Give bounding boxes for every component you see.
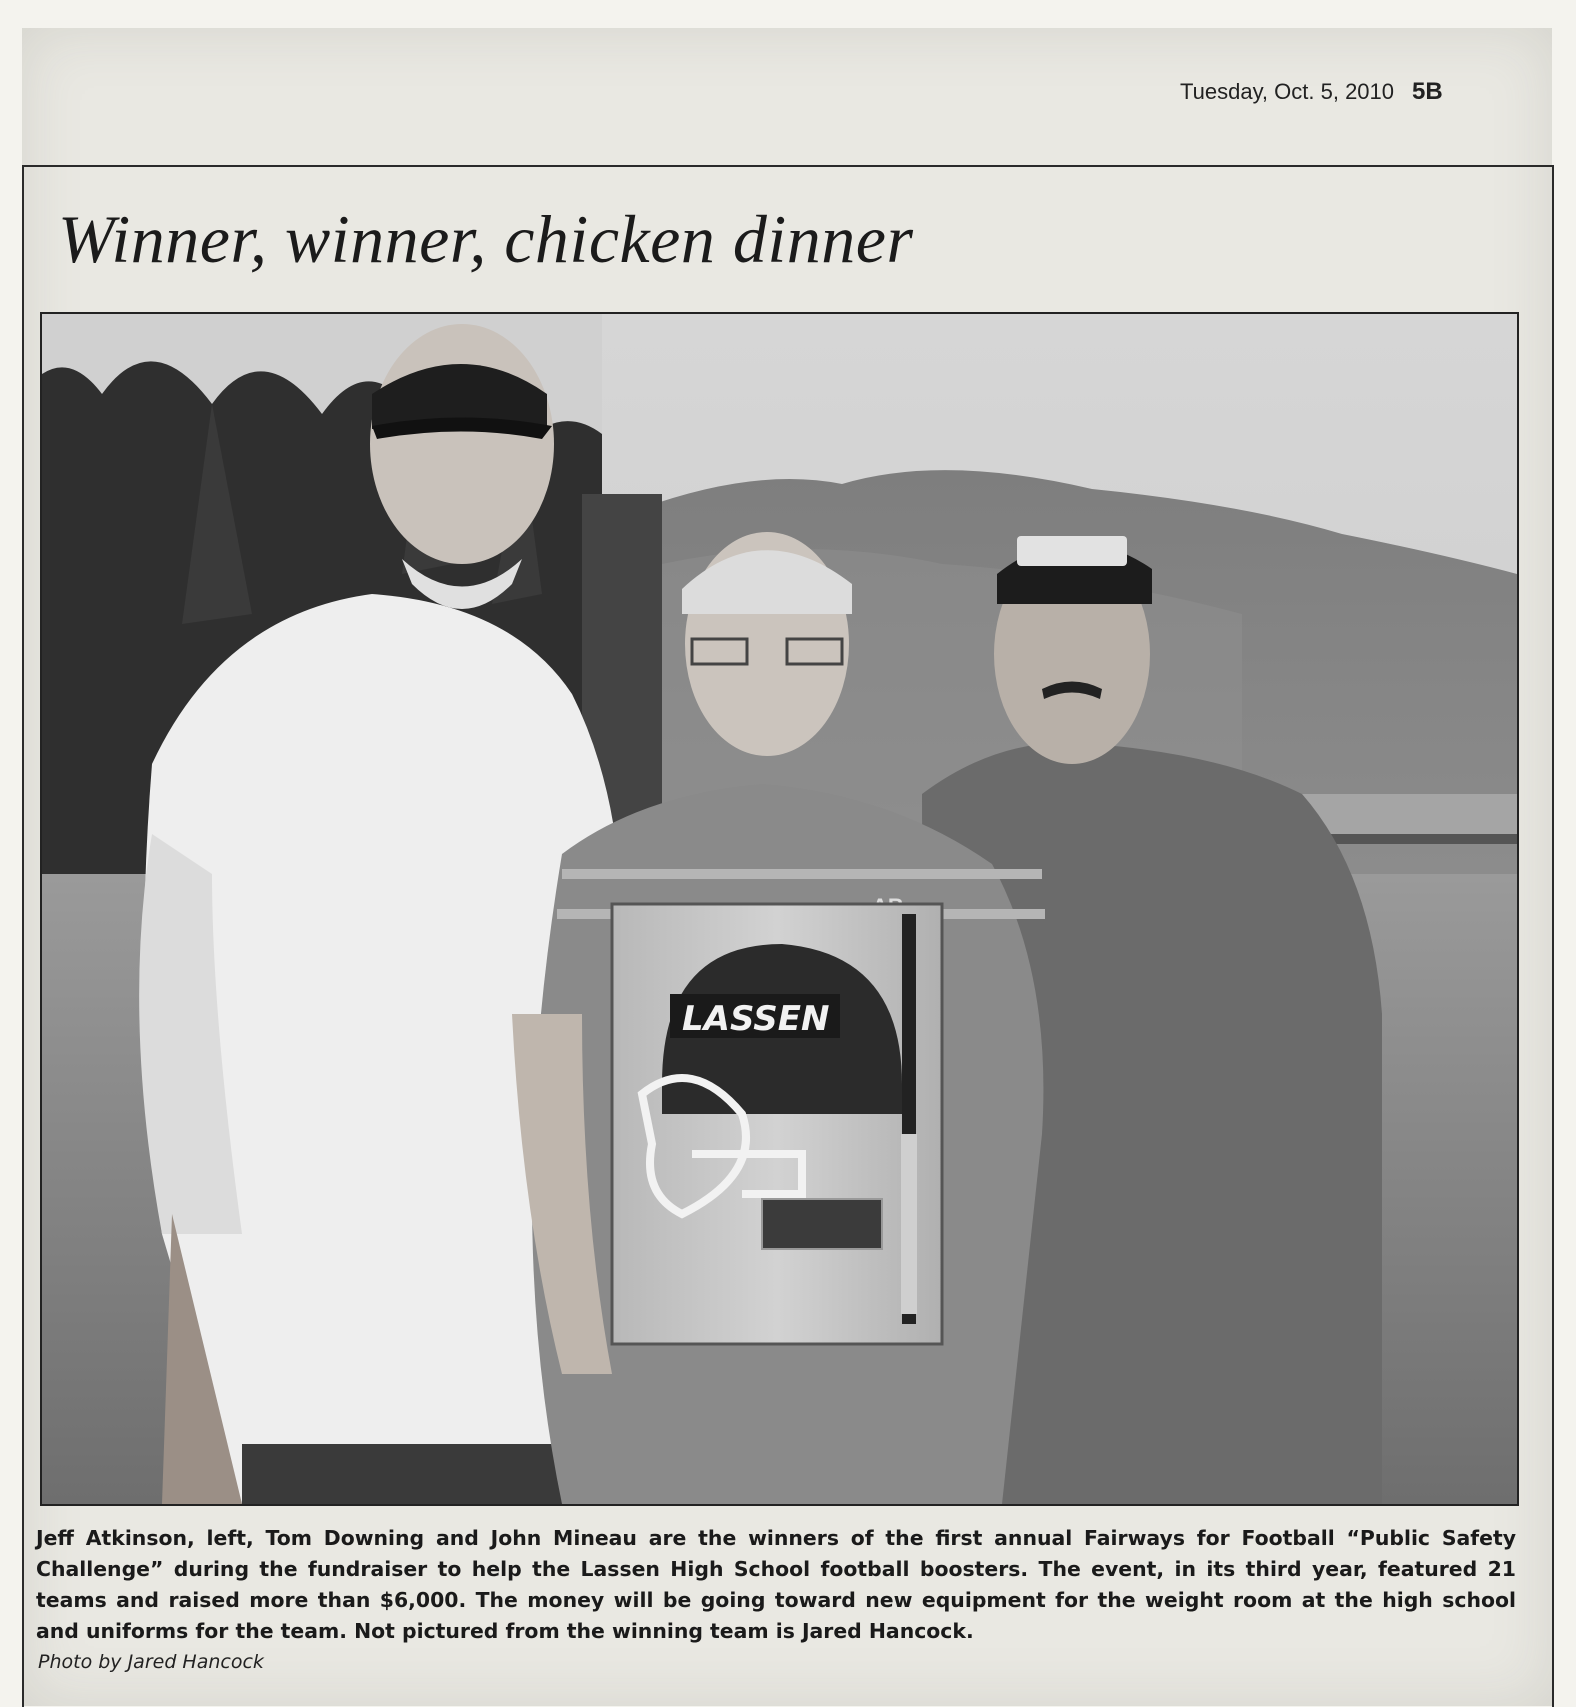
photo-caption: Jeff Atkinson, left, Tom Downing and John Mineau are the winners of the first annual Fairways for Football “Public Safety Challenge” during the fundraiser to help the Lassen High School football boosters. The event, in its third year, featured 21 teams and raised more than $6,000. The money will be going toward new equipment for the weight room at the high school and uniforms for the team. Not pictured from the winning team is Jared Hancock. <box>36 1526 1516 1643</box>
helmet-text: LASSEN <box>682 999 830 1039</box>
page-number: 5B <box>1412 78 1443 105</box>
winners-photo-illustration <box>42 314 1517 1504</box>
headline: Winner, winner, chicken dinner <box>58 201 914 277</box>
engraved-plate <box>762 1199 882 1249</box>
photo <box>40 312 1519 1506</box>
trophy-plaque <box>612 904 942 1344</box>
photo-credit: Photo by Jared Hancock <box>38 1651 264 1673</box>
page-date: Tuesday, Oct. 5, 2010 <box>1180 79 1395 104</box>
